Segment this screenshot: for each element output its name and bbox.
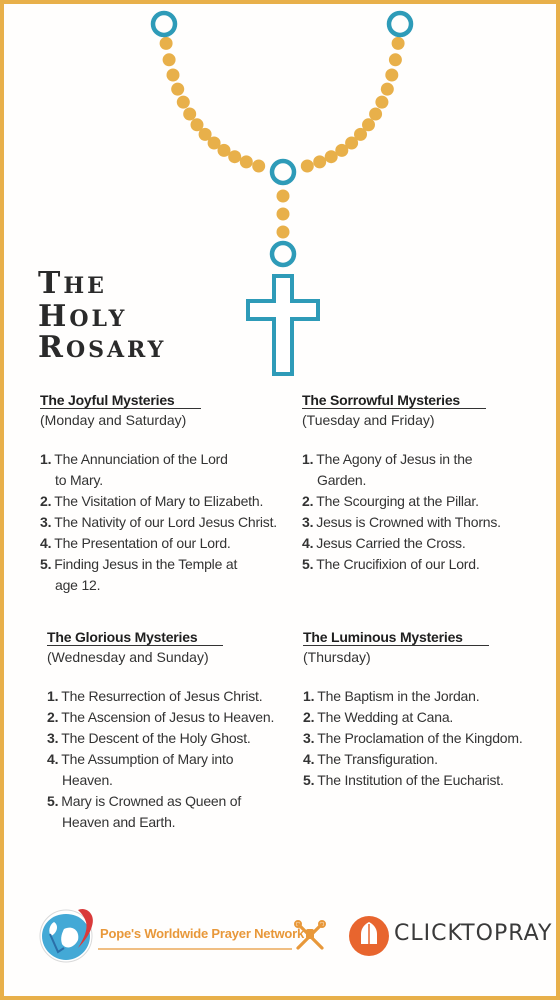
- mystery-number: 5.: [303, 772, 315, 788]
- mystery-item: [303, 686, 553, 707]
- rosary-ring-right: [389, 13, 411, 35]
- mystery-number: 2.: [302, 493, 314, 509]
- rosary-ring-lower: [272, 243, 294, 265]
- rosary-bead: [167, 69, 180, 82]
- glorious-mysteries-section: [47, 629, 297, 833]
- rosary-bead: [277, 190, 290, 203]
- mystery-text-continued: Garden.: [317, 472, 367, 488]
- mystery-text-continued: Heaven and Earth.: [62, 814, 176, 830]
- mystery-text: The Presentation of our Lord.: [54, 535, 231, 551]
- mystery-text-continued: to Mary.: [55, 472, 103, 488]
- mystery-text: The Annunciation of the Lord: [54, 451, 228, 467]
- rosary-bead: [277, 208, 290, 221]
- mystery-list: [47, 686, 297, 833]
- mystery-item: [302, 554, 552, 575]
- rosary-bead: [369, 108, 382, 121]
- rosary-bead: [375, 96, 388, 109]
- mystery-list: [40, 449, 290, 596]
- mystery-text: The Crucifixion of our Lord.: [316, 556, 480, 572]
- mystery-item: [303, 707, 553, 728]
- mystery-number: 3.: [303, 730, 315, 746]
- globe-heart-logo-icon: [40, 909, 93, 962]
- mystery-item: [40, 554, 290, 596]
- mystery-text: The Agony of Jesus in the: [316, 451, 473, 467]
- title-rest: OSARY: [65, 337, 167, 363]
- mystery-number: 1.: [302, 451, 314, 467]
- title-initial: H: [38, 299, 70, 334]
- mystery-item: [302, 449, 552, 491]
- section-days: (Wednesday and Sunday): [47, 649, 209, 665]
- mystery-number: 3.: [40, 514, 52, 530]
- mystery-item: [302, 512, 552, 533]
- rosary-bead: [313, 155, 326, 168]
- rosary-bead: [301, 160, 314, 173]
- mystery-item: [302, 533, 552, 554]
- mystery-number: 2.: [303, 709, 315, 725]
- mystery-item: [40, 449, 290, 491]
- mystery-item: [47, 707, 297, 728]
- mystery-text: The Resurrection of Jesus Christ.: [61, 688, 263, 704]
- mystery-item: [40, 533, 290, 554]
- title-line-2: [38, 299, 127, 334]
- rosary-bead: [171, 83, 184, 96]
- sorrowful-mysteries-section: [302, 392, 552, 575]
- mystery-number: 4.: [40, 535, 52, 551]
- mystery-item: [303, 770, 553, 791]
- mystery-item: [47, 728, 297, 749]
- joyful-mysteries-section: [40, 392, 290, 596]
- mystery-number: 4.: [47, 751, 59, 767]
- mystery-text: Mary is Crowned as Queen of: [61, 793, 242, 809]
- mystery-number: 5.: [40, 556, 52, 572]
- rosary-ring-left: [153, 13, 175, 35]
- mystery-text: The Ascension of Jesus to Heaven.: [61, 709, 275, 725]
- clicktopray-hands-logo-icon: [349, 916, 389, 956]
- mystery-list: [303, 686, 553, 791]
- mystery-number: 4.: [302, 535, 314, 551]
- section-days: (Thursday): [303, 649, 371, 665]
- rosary-bead: [392, 37, 405, 50]
- mystery-number: 1.: [303, 688, 315, 704]
- pwpn-name: Pope's Worldwide Prayer Network: [100, 926, 304, 941]
- rosary-bead: [228, 150, 241, 163]
- title-line-1: [38, 266, 107, 301]
- mystery-item: [47, 686, 297, 707]
- title-initial: R: [38, 330, 66, 365]
- mystery-item: [40, 491, 290, 512]
- title-line-3: [38, 330, 166, 365]
- cross-icon: [248, 276, 318, 374]
- section-title: The Joyful Mysteries: [40, 392, 201, 409]
- title-initial: T: [38, 266, 64, 301]
- mystery-number: 3.: [47, 730, 59, 746]
- mystery-text: The Scourging at the Pillar.: [316, 493, 479, 509]
- mystery-number: 1.: [47, 688, 59, 704]
- mystery-list: [302, 449, 552, 575]
- mystery-text: The Proclamation of the Kingdom.: [317, 730, 523, 746]
- rosary-bead: [381, 83, 394, 96]
- mystery-text: The Descent of the Holy Ghost.: [61, 730, 251, 746]
- mystery-item: [47, 791, 297, 833]
- mystery-text: The Visitation of Mary to Elizabeth.: [54, 493, 264, 509]
- mystery-text-continued: Heaven.: [62, 772, 113, 788]
- mystery-number: 4.: [303, 751, 315, 767]
- rosary-bead: [163, 53, 176, 66]
- mystery-text: Finding Jesus in the Temple at: [54, 556, 238, 572]
- mystery-item: [40, 512, 290, 533]
- mystery-number: 2.: [47, 709, 59, 725]
- rosary-bead: [325, 150, 338, 163]
- section-days: (Monday and Saturday): [40, 412, 187, 428]
- rosary-bead: [160, 37, 173, 50]
- mystery-text-continued: age 12.: [55, 577, 101, 593]
- rosary-bead: [277, 226, 290, 239]
- rosary-bead: [252, 160, 265, 173]
- mystery-text: Jesus is Crowned with Thorns.: [316, 514, 501, 530]
- mystery-item: [47, 749, 297, 791]
- rosary-bead: [177, 96, 190, 109]
- mystery-text: The Institution of the Eucharist.: [317, 772, 504, 788]
- mystery-text: The Baptism in the Jordan.: [317, 688, 480, 704]
- mystery-item: [302, 491, 552, 512]
- mystery-text: The Assumption of Mary into: [61, 751, 234, 767]
- mystery-number: 3.: [302, 514, 314, 530]
- mystery-number: 1.: [40, 451, 52, 467]
- section-title: The Sorrowful Mysteries: [302, 392, 486, 409]
- mystery-text: Jesus Carried the Cross.: [316, 535, 466, 551]
- title-rest: HE: [63, 273, 107, 299]
- rosary-bead: [240, 155, 253, 168]
- section-title: The Luminous Mysteries: [303, 629, 489, 646]
- clicktopray-name: CLICKTOPRAY: [394, 921, 553, 946]
- luminous-mysteries-section: [303, 629, 553, 791]
- mystery-item: [303, 728, 553, 749]
- section-title: The Glorious Mysteries: [47, 629, 223, 646]
- title-rest: OLY: [69, 306, 128, 332]
- mystery-text: The Transfiguration.: [317, 751, 438, 767]
- section-days: (Tuesday and Friday): [302, 412, 435, 428]
- mystery-text: The Wedding at Cana.: [317, 709, 454, 725]
- mystery-text: The Nativity of our Lord Jesus Christ.: [54, 514, 277, 530]
- rosary-bead: [389, 53, 402, 66]
- rosary-ring-center: [272, 161, 294, 183]
- rosary-bead: [183, 108, 196, 121]
- mystery-number: 5.: [47, 793, 59, 809]
- mystery-number: 2.: [40, 493, 52, 509]
- mystery-item: [303, 749, 553, 770]
- rosary-bead: [385, 69, 398, 82]
- mystery-number: 5.: [302, 556, 314, 572]
